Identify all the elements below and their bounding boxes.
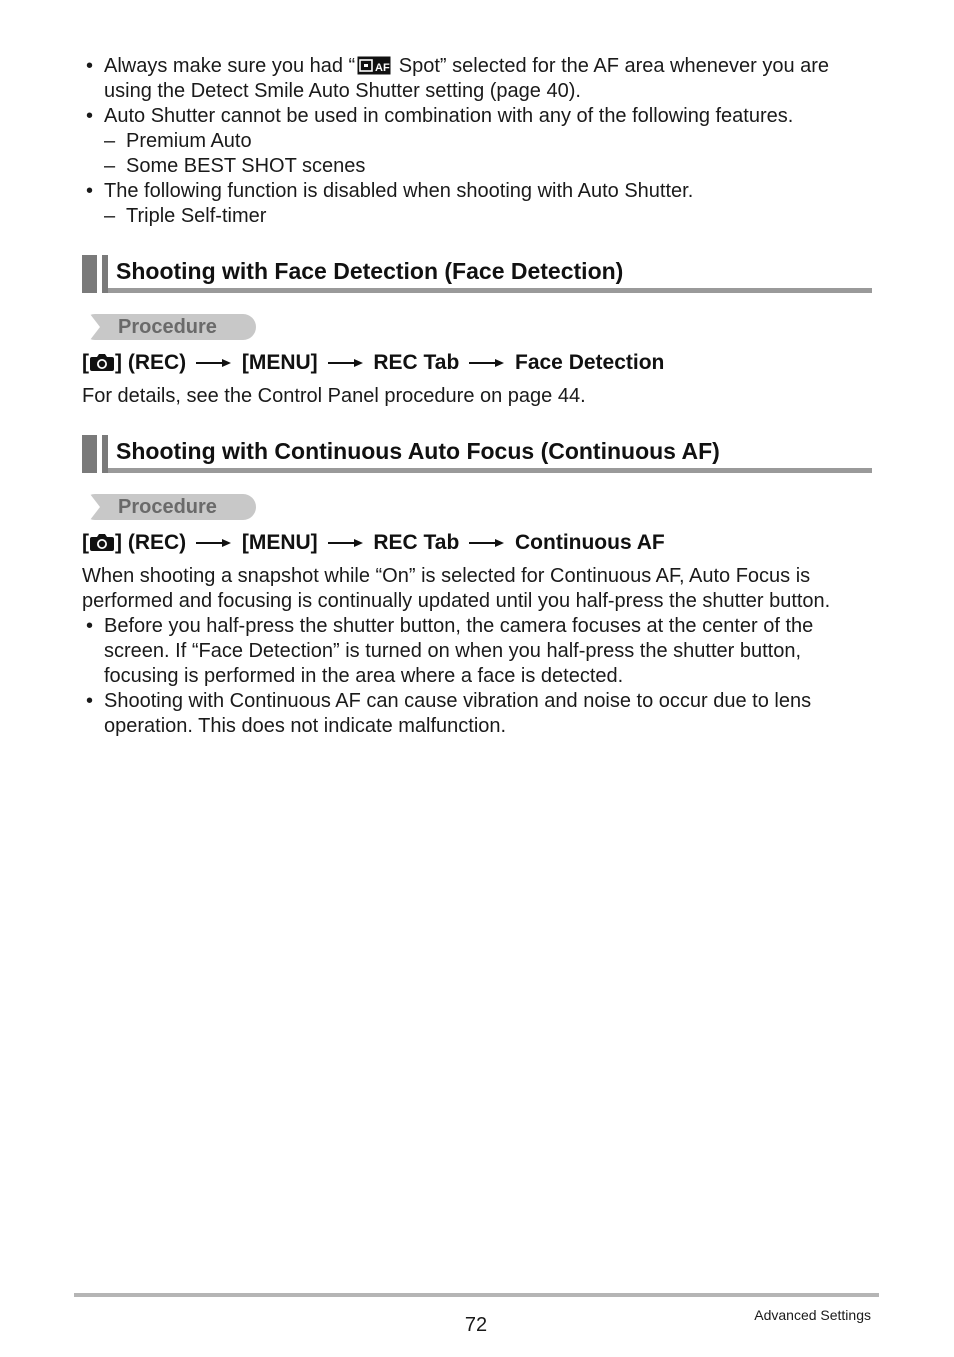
procedure-badge: [82, 314, 256, 340]
camera-icon: [89, 352, 115, 372]
bullet-text-post: Spot” selected for the AF area whenever you are: [393, 55, 830, 77]
path-rec: ] (REC): [115, 531, 187, 554]
bullet-text: [104, 614, 874, 689]
dash-text: Some BEST SHOT scenes: [126, 155, 366, 177]
footer-section-name: Advanced Settings: [754, 1307, 871, 1323]
dash-mark: –: [104, 205, 116, 227]
path-rec-tab: REC Tab: [373, 351, 460, 374]
details-text: For details, see the Control Panel procedure on page 44.: [82, 385, 586, 407]
bullet-af-spot: [82, 54, 872, 104]
heading-bar: [82, 435, 97, 473]
procedure-badge: [82, 494, 256, 520]
bullet-vibration: [82, 689, 872, 739]
procedure-label: Procedure: [118, 496, 217, 518]
menu-path-continuous-af: [82, 530, 665, 556]
path-bracket-open: [: [82, 351, 89, 374]
body-paragraph: [82, 564, 882, 614]
footer-rule: [74, 1293, 879, 1297]
arrow-right-icon: [196, 538, 232, 548]
path-item: Continuous AF: [515, 531, 665, 554]
menu-path-face-detection: [82, 350, 664, 376]
dash-mark: –: [104, 155, 116, 177]
dash-text: Premium Auto: [126, 130, 252, 152]
section-title: Shooting with Continuous Auto Focus (Continuous AF): [116, 438, 720, 464]
procedure-chevron-icon: [82, 494, 112, 520]
procedure-label: Procedure: [118, 316, 217, 338]
svg-text:AF: AF: [375, 62, 390, 74]
bullet-text: The following function is disabled when shooting with Auto Shutter.: [104, 180, 694, 202]
arrow-right-icon: [469, 358, 505, 368]
bullet-text: [104, 54, 874, 104]
bullet-line: operation. This does not indicate malfunction.: [104, 715, 507, 737]
page-number: 72: [464, 1314, 488, 1336]
bullet-text: Auto Shutter cannot be used in combination with any of the following features.: [104, 105, 794, 127]
bullet-text: [104, 689, 874, 739]
path-item: Face Detection: [515, 351, 665, 374]
arrow-right-icon: [328, 538, 364, 548]
bullet-disabled-function: [82, 179, 872, 204]
dash-mark: –: [104, 130, 116, 152]
path-menu: [MENU]: [241, 351, 318, 374]
path-rec: ] (REC): [115, 351, 187, 374]
bullet-mark: •: [86, 105, 94, 127]
bullet-half-press: [82, 614, 872, 689]
bullet-mark: •: [86, 180, 94, 202]
bullet-line: Shooting with Continuous AF can cause vibration and noise to occur due to lens: [104, 690, 812, 712]
heading-underline: [108, 288, 872, 293]
bullet-line: focusing is performed in the area where a face is detected.: [104, 665, 624, 687]
bullet-text-pre: Always make sure you had “: [104, 55, 356, 77]
arrow-right-icon: [328, 358, 364, 368]
path-bracket-open: [: [82, 531, 89, 554]
arrow-right-icon: [196, 358, 232, 368]
procedure-chevron-icon: [82, 314, 112, 340]
section-heading-continuous-af: [82, 435, 872, 473]
path-rec-tab: REC Tab: [373, 531, 460, 554]
bullet-mark: •: [86, 55, 94, 77]
bullet-line: Before you half-press the shutter button, the camera focuses at the center of the: [104, 615, 814, 637]
section-title: Shooting with Face Detection (Face Detection): [116, 258, 624, 284]
heading-bar: [82, 255, 97, 293]
bullet-mark: •: [86, 615, 94, 637]
camera-icon: [89, 532, 115, 552]
arrow-right-icon: [469, 538, 505, 548]
bullet-line: screen. If “Face Detection” is turned on when you half-press the shutter button,: [104, 640, 802, 662]
heading-underline: [108, 468, 872, 473]
paragraph-line: When shooting a snapshot while “On” is selected for Continuous AF, Auto Focus is: [82, 565, 811, 587]
dash-text: Triple Self-timer: [126, 205, 267, 227]
bullet-auto-shutter: [82, 104, 872, 129]
bullet-mark: •: [86, 690, 94, 712]
af-spot-icon: [357, 56, 391, 75]
section-heading-face-detection: [82, 255, 872, 293]
bullet-text-cont: using the Detect Smile Auto Shutter setting (page 40).: [104, 80, 581, 102]
paragraph-line: performed and focusing is continually updated until you half-press the shutter button.: [82, 590, 831, 612]
path-menu: [MENU]: [241, 531, 318, 554]
